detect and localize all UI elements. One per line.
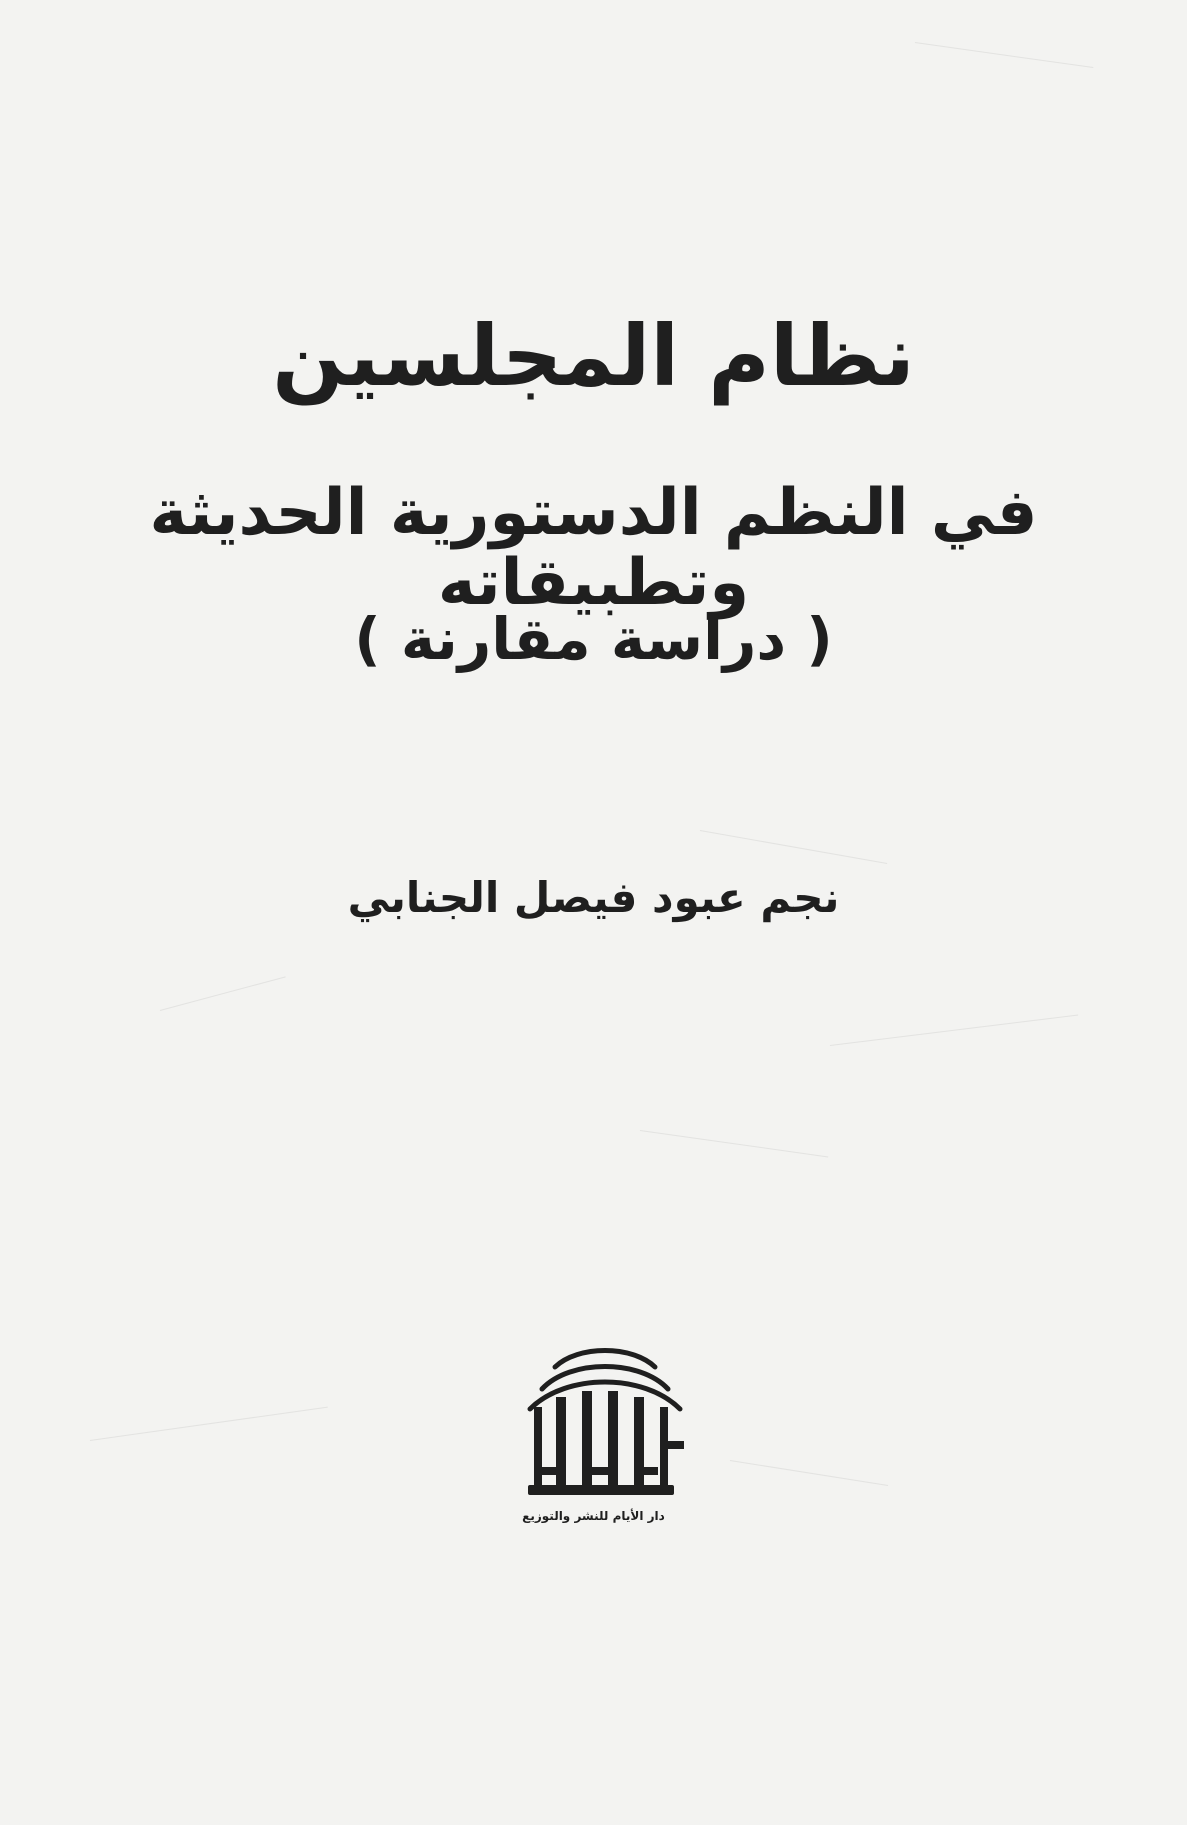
paper-scratch [830, 1015, 1078, 1046]
publisher-logo-icon [500, 1325, 710, 1515]
paper-scratch [640, 1130, 828, 1157]
study-type: ( دراسة مقارنة ) [354, 605, 833, 673]
book-subtitle: في النظم الدستورية الحديثة وتطبيقاته [149, 476, 1038, 621]
author-name: نجم عبود فيصل الجنابي [347, 873, 840, 922]
paper-scratch [160, 976, 286, 1011]
publisher-name: دار الأيام للنشر والتوزيع [522, 1509, 665, 1523]
paper-scratch [915, 42, 1093, 68]
paper-scratch [700, 830, 887, 864]
paper-scratch [730, 1460, 888, 1486]
paper-scratch [90, 1407, 328, 1441]
book-title: نظام المجلسين [272, 307, 915, 405]
